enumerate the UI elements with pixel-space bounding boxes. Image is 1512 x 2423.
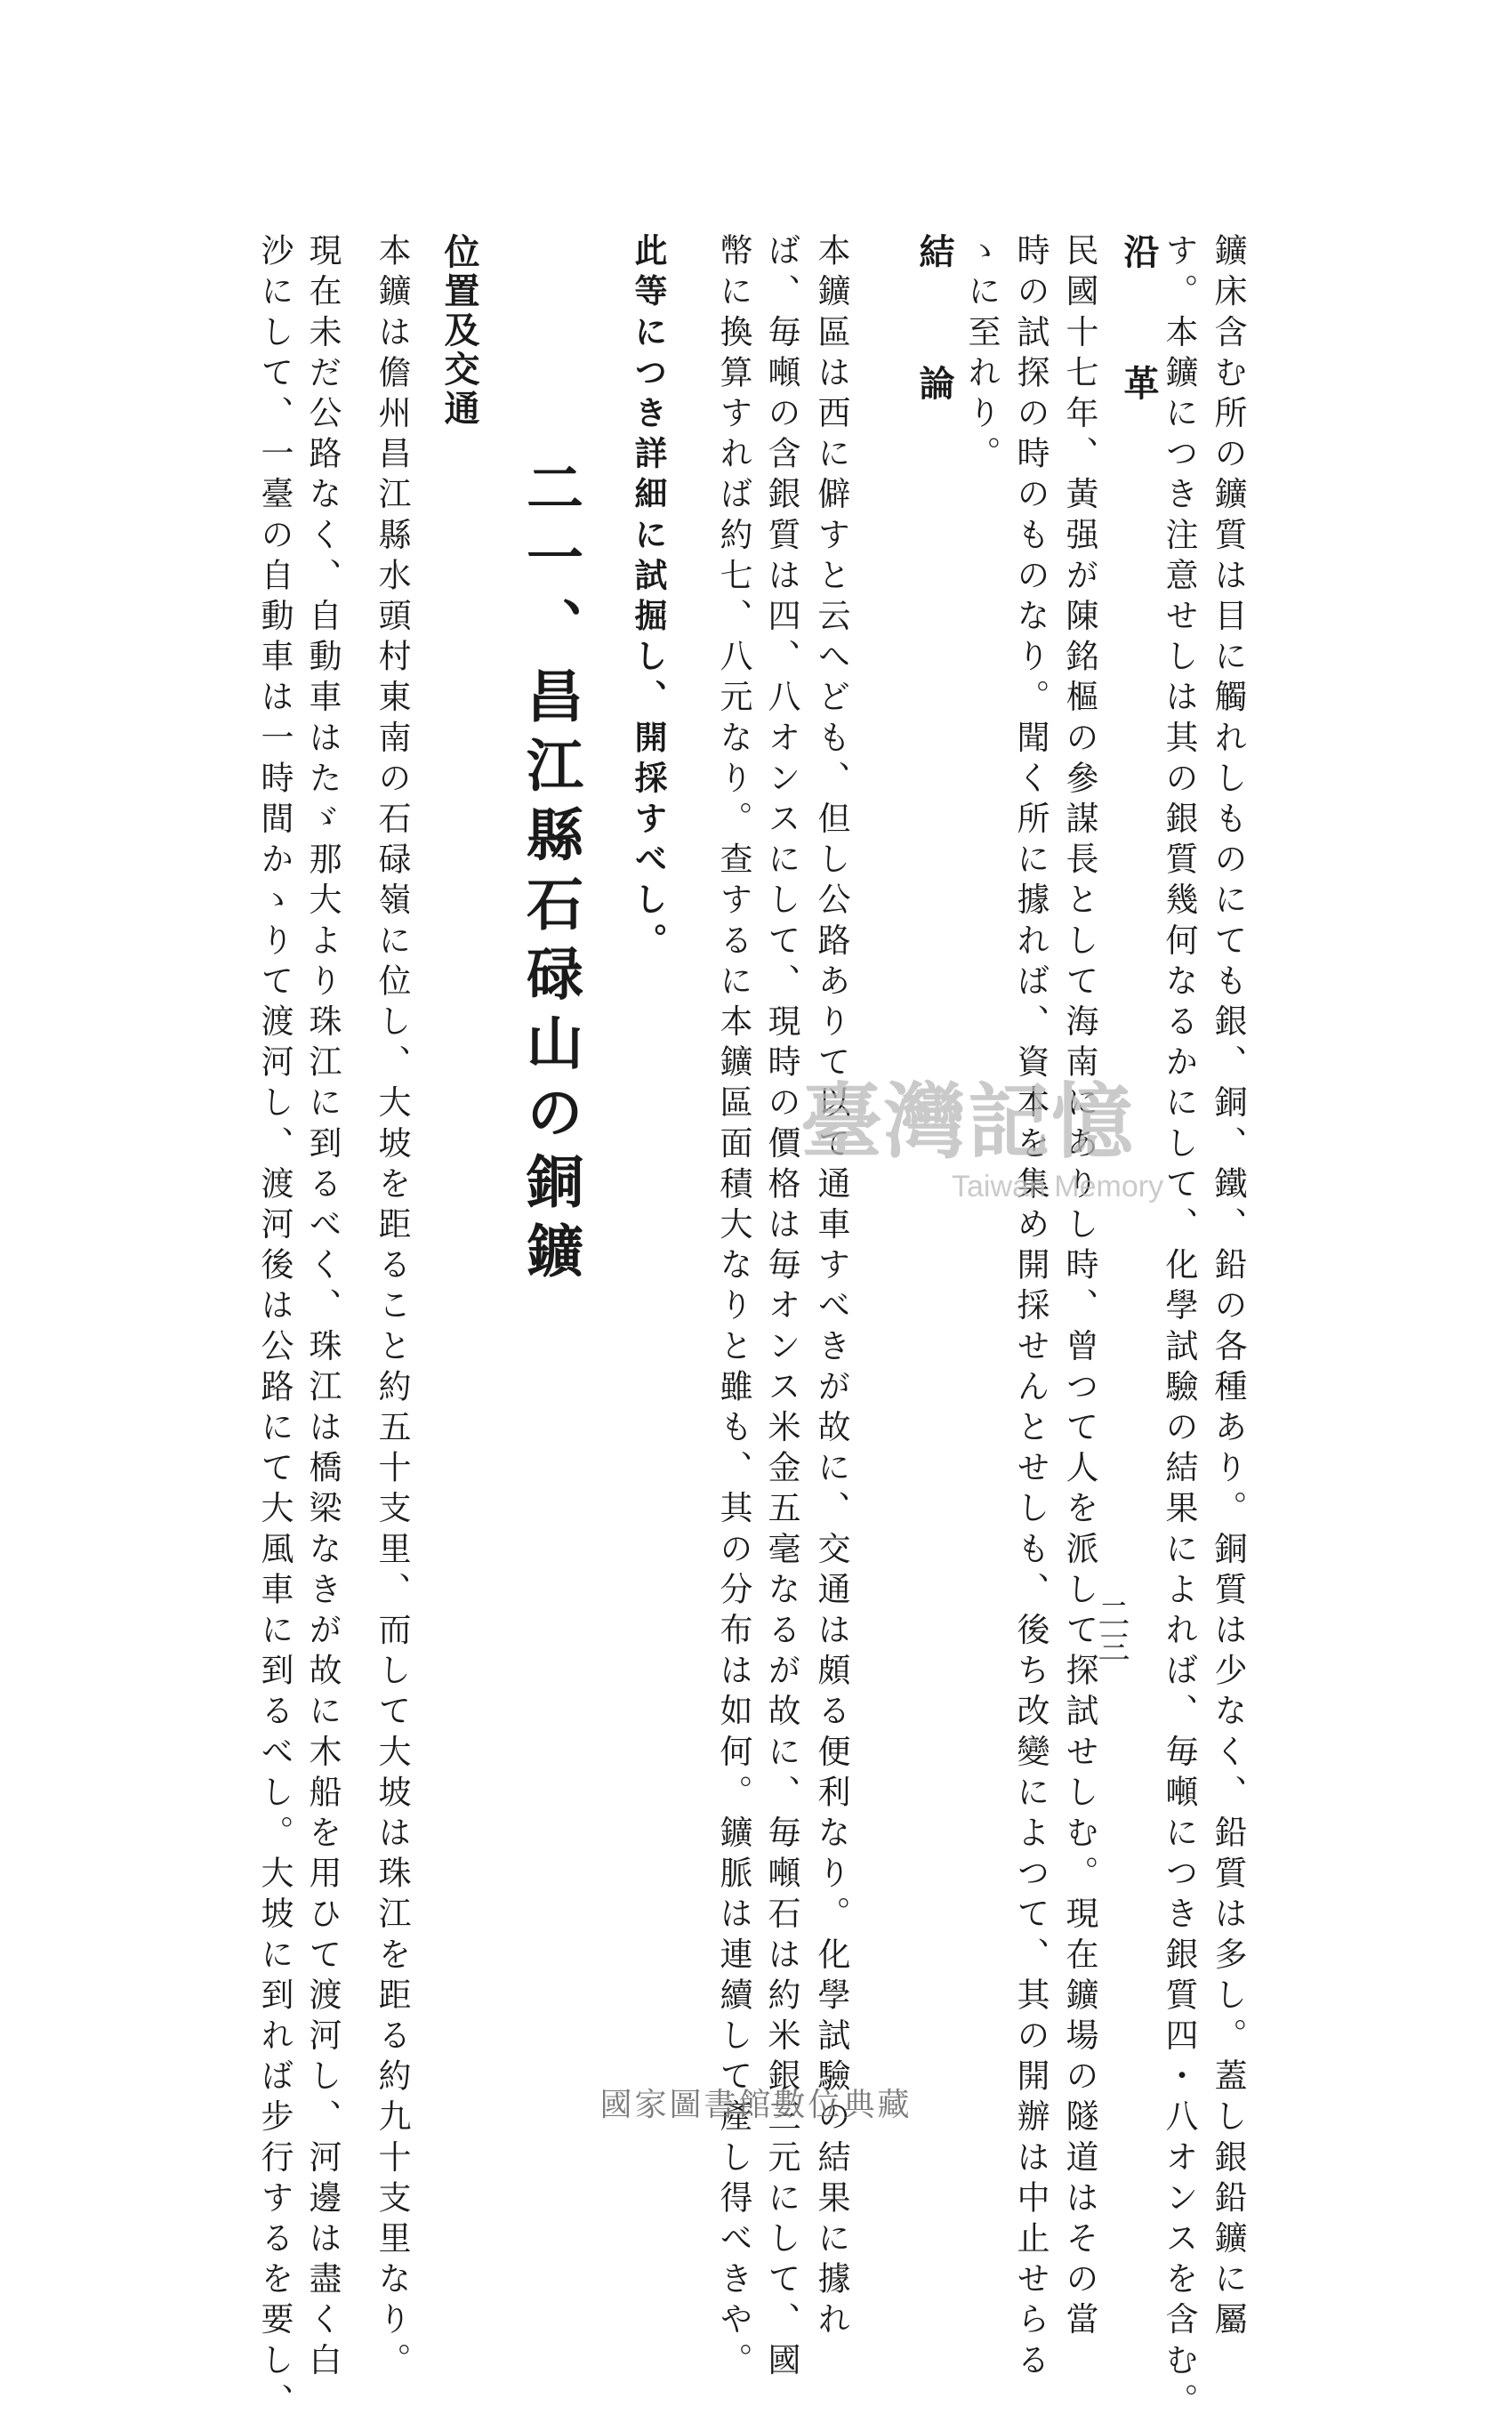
section-heading-location: 位置及交通: [438, 233, 480, 429]
section-heading-history: 沿 革: [1118, 233, 1160, 431]
text-column-11: 此等につき詳細に試掘し、開採すべし。: [629, 233, 668, 963]
section-heading-conclusion: 結 論: [913, 233, 955, 431]
footer-credit: 國家圖書館數位典藏: [599, 2087, 913, 2123]
text-column-16: 沙にして、一臺の自動車は一時間かゝりて渡河し、渡河後は公路にて大風車に到るべし。大坡に到れば步行するを要し、: [255, 233, 294, 2423]
watermark-logo: [800, 1074, 1210, 1241]
text-column-1: 鑛床含む所の鑛質は目に觸れしものにても銀、銅、鐵、鉛の各種あり。銅質は少なく、鉛質は多し。蓋し銀鉛鑛に屬: [1209, 233, 1247, 2343]
page-number: 二三: [1093, 1597, 1130, 1664]
text-column-14: 本鑛は儋州昌江縣水頭村東南の石碌嶺に位し、大坡を距ること約五十支里、而して大坡は珠江を距る約九十支里なり。: [373, 233, 411, 2383]
text-column-6: ゝに至れり。: [962, 233, 1001, 477]
text-column-10: 幣に換算すれば約七、八元なり。查するに本鑛區面積大なりと雖も、其の分布は如何。鑛脈は連續して產し得べきや。: [714, 233, 752, 2383]
text-column-2: す。本鑛につき注意せしは其の銀質幾何なるかにして、化學試驗の結果によれば、毎噸につき銀質四・八オンスを含む。: [1160, 233, 1198, 2423]
watermark-text-en: Taiwan Memory: [952, 1170, 1164, 1203]
text-column-8: 本鑛區は西に僻すと云へども、但し公路ありて以て通車すべきが故に、交通は頗る便利なり。化學試驗の結果に據れ: [812, 233, 850, 2343]
text-column-5: 時の試探の時のものなり。聞く所に據れば、資本を集め開採せんとせしも、後ち改變によつて、其の開辦は中止せらる: [1011, 233, 1050, 2383]
text-column-9: ば、毎噸の含銀質は四、八オンスにして、現時の價格は毎オンス米金五毫なるが故に、毎噸石は約米銀三元にして、國: [762, 233, 800, 2383]
chapter-title: 二一、昌江縣石碌山の銅鑛: [517, 458, 583, 1291]
text-column-15: 現在未だ公路なく、自動車はたゞ那大より珠江に到るべく、珠江は橋梁なきが故に木船を用ひて渡河し、河邊は盡く白: [303, 233, 342, 2383]
watermark-text-cn: 臺灣記憶: [800, 1074, 1136, 1170]
text-column-4: 民國十七年、黃强が陳銘樞の參謀長として海南にありし時、曾つて人を派して探試せしむ。現在鑛場の隧道はその當: [1060, 233, 1098, 2343]
